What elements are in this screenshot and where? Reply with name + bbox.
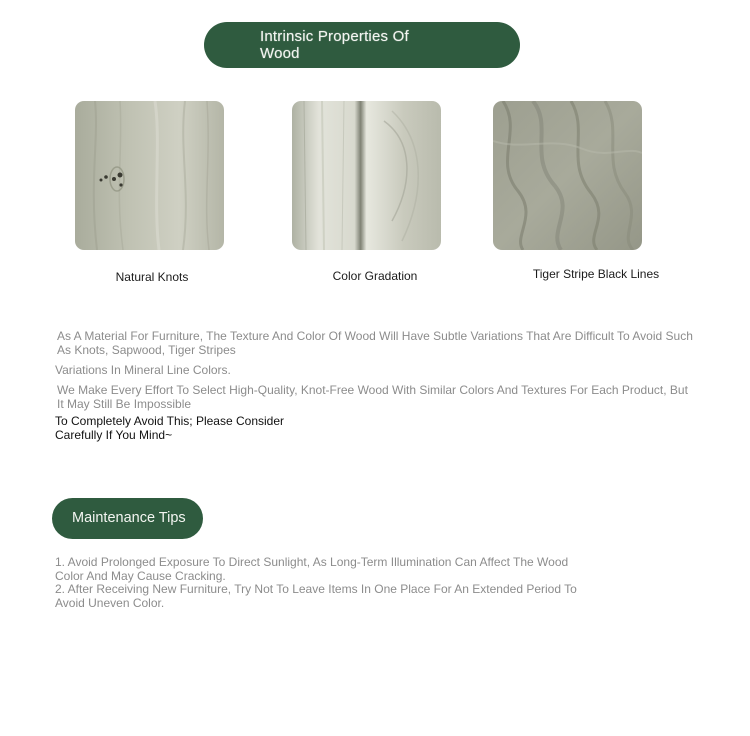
maintenance-tips-title: Maintenance Tips	[72, 510, 186, 526]
maintenance-tips-list	[55, 556, 595, 610]
caption-natural-knots: Natural Knots	[115, 270, 189, 284]
description-paragraph-1: As A Material For Furniture, The Texture And Color Of Wood Will Have Subtle Variations That Are Difficult To Avoid Such As Knots, Sapwood, Tiger Stripes	[57, 329, 693, 357]
wood-knots-texture	[75, 101, 224, 250]
wood-tiger-stripe-swatch	[493, 101, 642, 250]
maintenance-tip-1: 1. Avoid Prolonged Exposure To Direct Sunlight, As Long-Term Illumination Can Affect The Wood Color And May Cause Cracking.	[55, 555, 569, 583]
wood-gradation-texture	[292, 101, 441, 250]
caption-color-gradation: Color Gradation	[332, 269, 418, 283]
section-title: Intrinsic Properties Of Wood	[260, 28, 409, 62]
wood-gradation-swatch	[292, 101, 441, 250]
description-paragraph-2: Variations In Mineral Line Colors.	[55, 363, 231, 377]
caption-tiger-stripe: Tiger Stripe Black Lines	[532, 267, 660, 281]
wood-tiger-stripe-texture	[493, 101, 642, 250]
description-paragraph-4: To Completely Avoid This; Please Consider Carefully If You Mind~	[55, 414, 285, 442]
maintenance-tips-banner	[52, 498, 203, 539]
wood-knots-swatch	[75, 101, 224, 250]
section-title-banner	[204, 22, 520, 68]
description-paragraph-3: We Make Every Effort To Select High-Quality, Knot-Free Wood With Similar Colors And Textures For Each Product, But It May Still Be Impossible	[57, 383, 688, 411]
maintenance-tip-2: 2. After Receiving New Furniture, Try Not To Leave Items In One Place For An Extended Period To Avoid Uneven Color.	[55, 582, 577, 610]
